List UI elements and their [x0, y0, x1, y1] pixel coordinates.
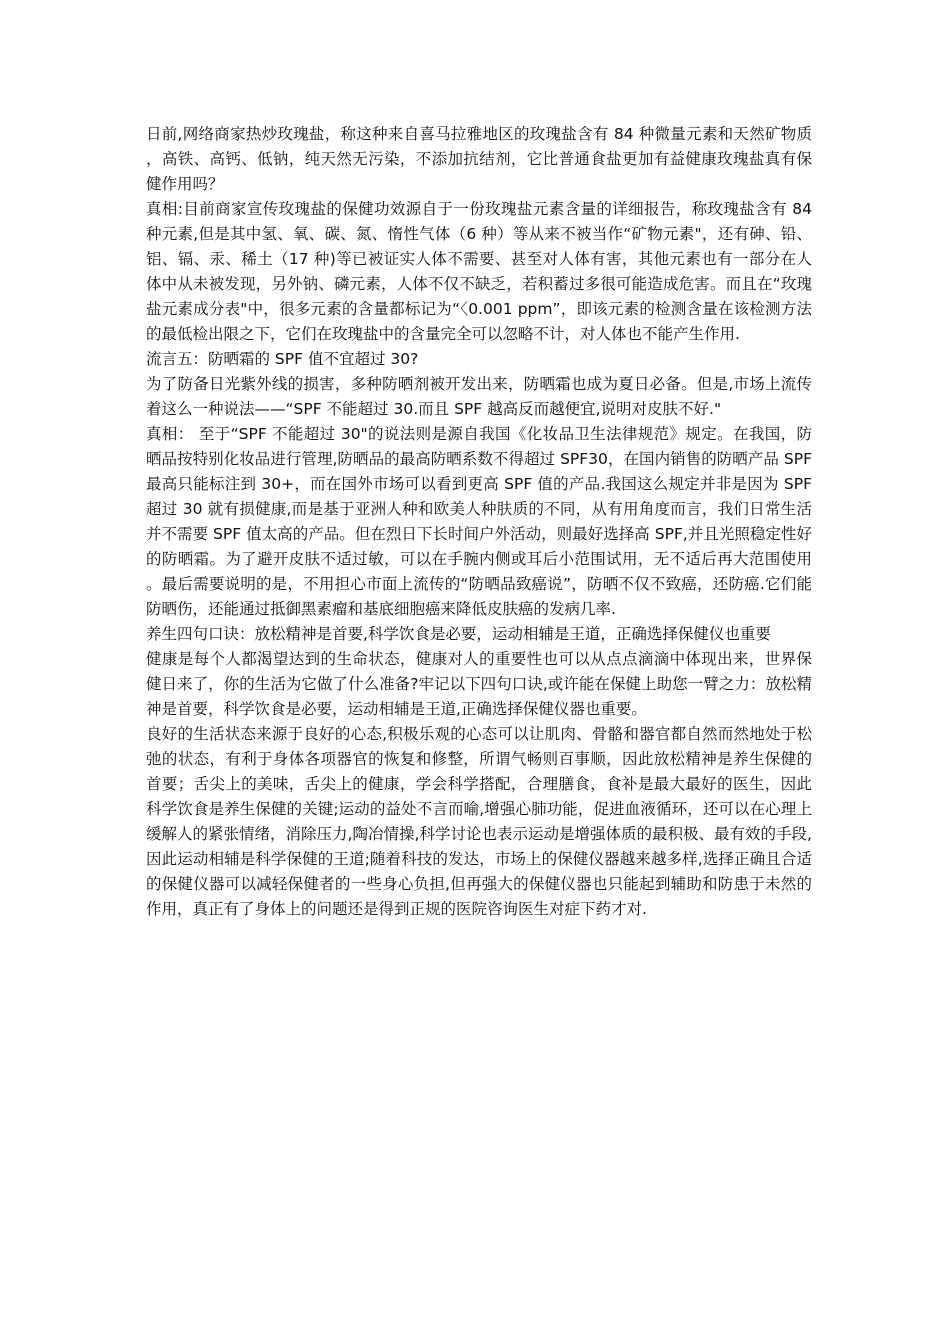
paragraph-health-intro: 健康是每个人都渴望达到的生命状态，健康对人的重要性也可以从点点滴滴中体现出来，世界保健日来了，你的生活为它做了什么准备?牢记以下四句口诀,或许能在保健上助您一臂之力：放松精神是首要，科学饮食是必要，运动相辅是王道,正确选择保健仪器也重要。 — [146, 650, 812, 718]
paragraph-health-details: 良好的生活状态来源于良好的心态,积极乐观的心态可以让肌肉、骨骼和器官都自然而然地处于松弛的状态，有利于身体各项器官的恢复和修整，所谓气畅则百事顺，因此放松精神是养生保健的首要；舌尖上的美味，舌尖上的健康，学会科学搭配，合理膳食，食补是最大最好的医生，因此科学饮食是养生保健的关键;运动的益处不言而喻,增强心肺功能，促进血液循环，还可以在心理上缓解人的紧张情绪，消除压力,陶冶情操,科学讨论也表示运动是增强体质的最积极、最有效的手段,因此运动相辅是科学保健的王道;随着科技的发达，市场上的保健仪器越来越多样,选择正确且合适的保健仪器可以减轻保健者的一些身心负担,但再强大的保健仪器也只能起到辅助和防患于未然的作用，真正有了身体上的问题还是得到正规的医院咨询医生对症下药才对. — [146, 725, 812, 918]
document-body — [146, 122, 812, 922]
paragraph-rumor-five-heading: 流言五：防晒霜的 SPF 值不宜超过 30? — [146, 350, 419, 368]
paragraph-sunscreen-truth: 真相： 至于“SPF 不能超过 30"的说法则是源自我国《化妆品卫生法律规范》规定。在我国，防晒品按特别化妆品进行管理,防晒品的最高防晒系数不得超过 SPF30，在国内销售的防晒产品 SPF 最高只能标注到 30+，而在国外市场可以看到更高 SPF 值的产品.我国这么规定并非是因为 SPF 超过 30 就有损健康,而是基于亚洲人种和欧美人种肤质的不同，从有用角度而言，我们日常生活并不需要 SPF 值太高的产品。但在烈日下长时间户外活动，则最好选择高 SPF,并且光照稳定性好的防晒霜。为了避开皮肤不适过敏，可以在手腕内侧或耳后小范围试用，无不适后再大范围使用。最后需要说明的是，不用担心市面上流传的“防晒品致癌说”，防晒不仅不致癌，还防癌.它们能防晒伤，还能通过抵御黑素瘤和基底细胞癌来降低皮肤癌的发病几率. — [146, 425, 812, 618]
paragraph-rose-salt-truth: 真相:目前商家宣传玫瑰盐的保健功效源自于一份玫瑰盐元素含量的详细报告，称玫瑰盐含有 84 种元素,但是其中氢、氧、碳、氮、惰性气体（6 种）等从来不被当作“矿物元素"，还有砷、铅、铝、镉、汞、稀土（17 种)等已被证实人体不需要、甚至对人体有害，其他元素也有一部分在人体中从未被发现，另外钠、磷元素，人体不仅不缺乏，若积蓄过多很可能造成危害。而且在“玫瑰盐元素成分表"中，很多元素的含量都标记为“〈0.001 ppm”，即该元素的检测含量在该检测方法的最低检出限之下，它们在玫瑰盐中的含量完全可以忽略不计，对人体也不能产生作用. — [146, 200, 812, 343]
paragraph-sunscreen-intro: 为了防备日光紫外线的损害，多种防晒剂被开发出来，防晒霜也成为夏日必备。但是,市场上流传着这么一种说法——“SPF 不能超过 30.而且 SPF 越高反而越便宜,说明对皮肤不好." — [146, 375, 812, 418]
paragraph-rose-salt-intro: 日前,网络商家热炒玫瑰盐，称这种来自喜马拉雅地区的玫瑰盐含有 84 种微量元素和天然矿物质，高铁、高钙、低钠，纯天然无污染，不添加抗结剂，它比普通食盐更加有益健康玫瑰盐真有保健作用吗？ — [146, 125, 812, 193]
paragraph-health-slogan-heading: 养生四句口诀：放松精神是首要,科学饮食是必要，运动相辅是王道，正确选择保健仪也重要 — [146, 625, 771, 643]
